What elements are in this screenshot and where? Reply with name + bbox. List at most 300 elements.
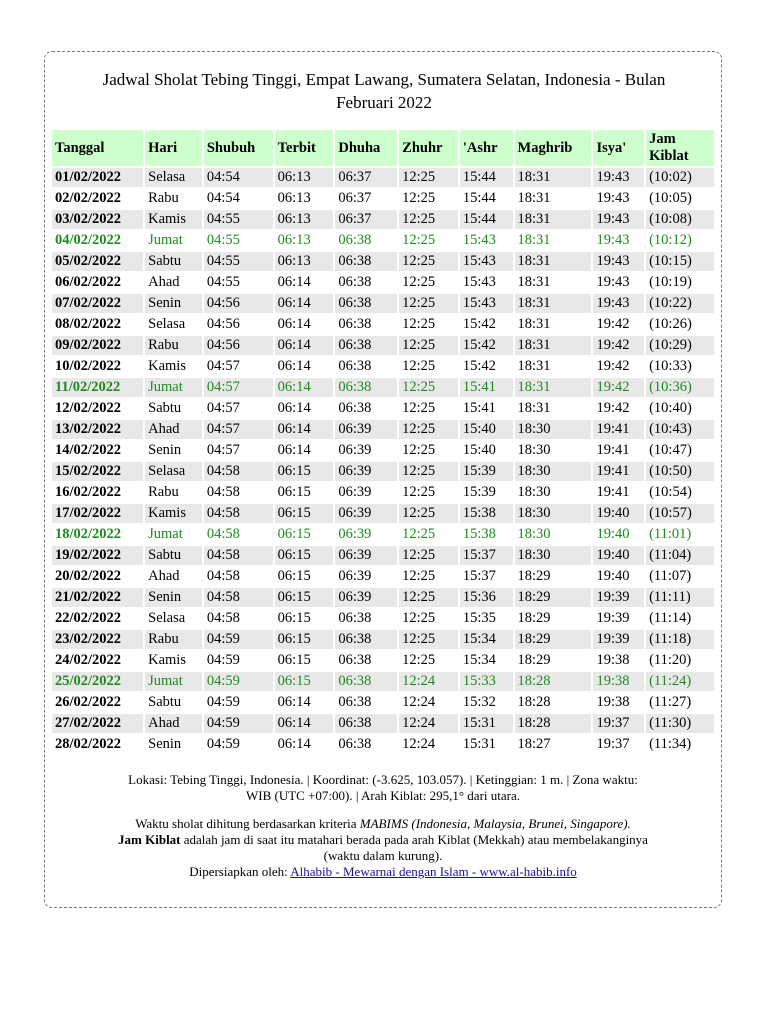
table-cell: 12:25 [399, 651, 458, 670]
table-cell: 06:15 [275, 504, 334, 523]
table-cell: 06:39 [335, 588, 397, 607]
table-cell: 15:41 [460, 399, 513, 418]
criteria-note [60, 816, 706, 832]
kiblat-note [60, 832, 706, 864]
table-cell: 19:38 [593, 651, 644, 670]
table-cell: 15:38 [460, 504, 513, 523]
table-cell: 04:57 [204, 378, 273, 397]
table-cell: 06:13 [275, 168, 334, 187]
table-cell: 04:58 [204, 546, 273, 565]
table-cell: (11:24) [646, 672, 714, 691]
table-row [52, 189, 714, 208]
prepared-prefix: Dipersiapkan oleh: [189, 864, 291, 879]
table-cell: 12:25 [399, 231, 458, 250]
date-cell: 07/02/2022 [52, 294, 143, 313]
table-cell: 06:38 [335, 378, 397, 397]
table-cell: (10:47) [646, 441, 714, 460]
date-cell: 28/02/2022 [52, 735, 143, 754]
title-line-1: Jadwal Sholat Tebing Tinggi, Empat Lawang, Sumatera Selatan, Indonesia - Bulan [102, 70, 666, 89]
table-cell: 19:42 [593, 378, 644, 397]
table-cell: 04:54 [204, 168, 273, 187]
date-cell: 12/02/2022 [52, 399, 143, 418]
table-cell: (10:15) [646, 252, 714, 271]
table-cell: 15:38 [460, 525, 513, 544]
table-cell: Kamis [145, 504, 202, 523]
table-cell: 12:25 [399, 504, 458, 523]
table-cell: 06:39 [335, 567, 397, 586]
table-cell: Rabu [145, 483, 202, 502]
table-cell: 06:15 [275, 525, 334, 544]
table-cell: 06:15 [275, 630, 334, 649]
table-cell: (11:34) [646, 735, 714, 754]
table-row [52, 294, 714, 313]
table-cell: (10:05) [646, 189, 714, 208]
table-row [52, 399, 714, 418]
column-header: Terbit [275, 130, 334, 166]
table-cell: (10:36) [646, 378, 714, 397]
table-cell: 18:29 [515, 588, 592, 607]
table-cell: 12:25 [399, 336, 458, 355]
table-cell: 06:15 [275, 462, 334, 481]
column-header: Maghrib [515, 130, 592, 166]
column-header: Zhuhr [399, 130, 458, 166]
table-cell: 18:30 [515, 483, 592, 502]
table-cell: 15:39 [460, 483, 513, 502]
table-cell: (11:14) [646, 609, 714, 628]
table-cell: (10:40) [646, 399, 714, 418]
table-row [52, 483, 714, 502]
source-link[interactable]: Alhabib - Mewarnai dengan Islam - www.al-habib.info [290, 864, 577, 879]
table-cell: 18:31 [515, 168, 592, 187]
table-cell: 06:38 [335, 231, 397, 250]
table-cell: 12:25 [399, 315, 458, 334]
table-row [52, 651, 714, 670]
table-cell: 12:25 [399, 210, 458, 229]
table-cell: 06:14 [275, 357, 334, 376]
table-row [52, 252, 714, 271]
table-cell: 06:38 [335, 399, 397, 418]
table-cell: (10:22) [646, 294, 714, 313]
table-cell: (11:18) [646, 630, 714, 649]
table-cell: Jumat [145, 378, 202, 397]
table-cell: 06:38 [335, 672, 397, 691]
table-cell: 06:38 [335, 336, 397, 355]
table-cell: (10:43) [646, 420, 714, 439]
column-header: 'Ashr [460, 130, 513, 166]
table-cell: 19:40 [593, 546, 644, 565]
date-cell: 19/02/2022 [52, 546, 143, 565]
table-cell: 19:40 [593, 567, 644, 586]
table-cell: 04:55 [204, 273, 273, 292]
table-cell: 12:25 [399, 525, 458, 544]
table-cell: 12:25 [399, 273, 458, 292]
table-cell: 04:55 [204, 252, 273, 271]
table-row [52, 231, 714, 250]
location-line-1: Lokasi: Tebing Tinggi, Indonesia. | Koordinat: (-3.625, 103.057). | Ketinggian: 1 m. | Zona waktu: [128, 772, 638, 787]
table-cell: 15:39 [460, 462, 513, 481]
table-cell: 06:38 [335, 315, 397, 334]
table-cell: 19:37 [593, 735, 644, 754]
date-cell: 10/02/2022 [52, 357, 143, 376]
table-cell: 15:33 [460, 672, 513, 691]
table-cell: 19:42 [593, 399, 644, 418]
table-row [52, 420, 714, 439]
table-cell: 12:25 [399, 630, 458, 649]
table-cell: 06:14 [275, 693, 334, 712]
table-cell: 04:59 [204, 630, 273, 649]
table-cell: 04:58 [204, 609, 273, 628]
table-cell: (10:54) [646, 483, 714, 502]
table-cell: 18:30 [515, 441, 592, 460]
table-cell: 04:57 [204, 357, 273, 376]
table-cell: Rabu [145, 189, 202, 208]
table-cell: 06:38 [335, 651, 397, 670]
table-cell: 06:39 [335, 504, 397, 523]
date-cell: 23/02/2022 [52, 630, 143, 649]
table-cell: 12:25 [399, 168, 458, 187]
table-cell: 18:31 [515, 294, 592, 313]
table-cell: 06:37 [335, 210, 397, 229]
page-title [54, 68, 714, 114]
table-cell: Sabtu [145, 252, 202, 271]
table-cell: 15:43 [460, 294, 513, 313]
table-cell: 18:31 [515, 231, 592, 250]
table-cell: Ahad [145, 567, 202, 586]
table-row [52, 504, 714, 523]
table-header-row [52, 130, 714, 166]
table-cell: 12:24 [399, 735, 458, 754]
table-cell: 15:44 [460, 210, 513, 229]
table-cell: 04:56 [204, 315, 273, 334]
table-cell: 19:41 [593, 483, 644, 502]
table-cell: 12:25 [399, 462, 458, 481]
date-cell: 16/02/2022 [52, 483, 143, 502]
table-cell: 15:40 [460, 420, 513, 439]
table-cell: 04:59 [204, 651, 273, 670]
table-cell: 15:34 [460, 651, 513, 670]
table-cell: (10:50) [646, 462, 714, 481]
table-cell: 06:39 [335, 462, 397, 481]
table-cell: 15:42 [460, 315, 513, 334]
table-cell: Kamis [145, 210, 202, 229]
column-header: Tanggal [52, 130, 143, 166]
criteria-italic: MABIMS (Indonesia, Malaysia, Brunei, Singapore). [359, 816, 631, 831]
table-row [52, 546, 714, 565]
date-cell: 06/02/2022 [52, 273, 143, 292]
date-cell: 25/02/2022 [52, 672, 143, 691]
table-cell: (11:11) [646, 588, 714, 607]
table-cell: 18:29 [515, 567, 592, 586]
table-cell: 06:15 [275, 567, 334, 586]
table-row [52, 672, 714, 691]
column-header: Dhuha [335, 130, 397, 166]
table-cell: 06:15 [275, 588, 334, 607]
table-cell: Ahad [145, 714, 202, 733]
table-cell: 06:39 [335, 483, 397, 502]
kiblat-text: adalah jam di saat itu matahari berada pada arah Kiblat (Mekkah) atau membelakanginya [180, 832, 648, 847]
table-cell: 19:39 [593, 630, 644, 649]
table-cell: (10:29) [646, 336, 714, 355]
table-cell: 18:31 [515, 357, 592, 376]
table-cell: Kamis [145, 651, 202, 670]
table-cell: Ahad [145, 420, 202, 439]
table-cell: 12:25 [399, 294, 458, 313]
table-cell: 06:14 [275, 441, 334, 460]
table-row [52, 735, 714, 754]
table-cell: 19:42 [593, 315, 644, 334]
table-cell: Selasa [145, 462, 202, 481]
table-cell: 15:37 [460, 567, 513, 586]
table-row [52, 273, 714, 292]
table-cell: 19:43 [593, 231, 644, 250]
date-cell: 13/02/2022 [52, 420, 143, 439]
table-cell: 12:24 [399, 714, 458, 733]
table-cell: (11:30) [646, 714, 714, 733]
table-cell: 06:15 [275, 609, 334, 628]
table-cell: (10:33) [646, 357, 714, 376]
table-cell: 19:38 [593, 693, 644, 712]
table-cell: (11:27) [646, 693, 714, 712]
table-cell: 12:25 [399, 378, 458, 397]
table-cell: (10:02) [646, 168, 714, 187]
table-cell: 04:57 [204, 420, 273, 439]
table-cell: 19:42 [593, 357, 644, 376]
table-cell: 04:56 [204, 294, 273, 313]
table-cell: 19:43 [593, 273, 644, 292]
table-cell: 06:14 [275, 294, 334, 313]
table-cell: 18:31 [515, 315, 592, 334]
table-cell: 18:29 [515, 651, 592, 670]
table-cell: 06:37 [335, 189, 397, 208]
table-cell: Selasa [145, 609, 202, 628]
table-cell: 06:13 [275, 231, 334, 250]
table-cell: 04:58 [204, 588, 273, 607]
table-cell: 12:25 [399, 483, 458, 502]
date-cell: 20/02/2022 [52, 567, 143, 586]
table-cell: 19:43 [593, 294, 644, 313]
table-cell: 12:25 [399, 399, 458, 418]
date-cell: 18/02/2022 [52, 525, 143, 544]
table-cell: 15:35 [460, 609, 513, 628]
table-row [52, 693, 714, 712]
table-cell: 04:57 [204, 441, 273, 460]
table-cell: 19:39 [593, 609, 644, 628]
table-row [52, 315, 714, 334]
table-cell: 19:40 [593, 525, 644, 544]
table-cell: 18:30 [515, 546, 592, 565]
column-header: Jam Kiblat [646, 130, 714, 166]
table-cell: 06:38 [335, 252, 397, 271]
table-cell: 15:32 [460, 693, 513, 712]
table-cell: Senin [145, 588, 202, 607]
table-cell: 12:25 [399, 252, 458, 271]
table-cell: 12:25 [399, 420, 458, 439]
table-cell: 19:42 [593, 336, 644, 355]
table-cell: 18:30 [515, 420, 592, 439]
date-cell: 15/02/2022 [52, 462, 143, 481]
table-row [52, 714, 714, 733]
table-cell: 18:31 [515, 189, 592, 208]
table-row [52, 462, 714, 481]
location-info [60, 772, 706, 804]
table-cell: Jumat [145, 672, 202, 691]
table-cell: 18:29 [515, 630, 592, 649]
table-cell: 06:14 [275, 714, 334, 733]
table-cell: (11:20) [646, 651, 714, 670]
table-row [52, 357, 714, 376]
table-cell: 06:37 [335, 168, 397, 187]
table-cell: Senin [145, 441, 202, 460]
table-cell: 18:29 [515, 609, 592, 628]
table-cell: (11:01) [646, 525, 714, 544]
table-cell: 18:31 [515, 399, 592, 418]
table-cell: 18:30 [515, 504, 592, 523]
table-cell: 19:39 [593, 588, 644, 607]
column-header: Isya' [593, 130, 644, 166]
table-cell: 04:59 [204, 693, 273, 712]
table-body [52, 168, 714, 754]
table-cell: 19:40 [593, 504, 644, 523]
table-cell: 06:38 [335, 357, 397, 376]
table-row [52, 609, 714, 628]
table-cell: (10:12) [646, 231, 714, 250]
table-cell: 06:14 [275, 378, 334, 397]
table-cell: 15:31 [460, 714, 513, 733]
table-cell: (11:04) [646, 546, 714, 565]
date-cell: 26/02/2022 [52, 693, 143, 712]
table-cell: 18:31 [515, 336, 592, 355]
table-cell: 06:14 [275, 315, 334, 334]
table-cell: 04:55 [204, 210, 273, 229]
table-cell: 04:58 [204, 504, 273, 523]
table-cell: 15:44 [460, 189, 513, 208]
table-cell: 06:14 [275, 336, 334, 355]
table-cell: 04:58 [204, 483, 273, 502]
table-cell: 18:31 [515, 210, 592, 229]
table-cell: 15:43 [460, 252, 513, 271]
table-cell: 06:15 [275, 546, 334, 565]
table-cell: 18:31 [515, 252, 592, 271]
footer-notes [60, 772, 706, 880]
kiblat-bold: Jam Kiblat [118, 832, 181, 847]
table-cell: 04:58 [204, 567, 273, 586]
table-cell: 06:38 [335, 714, 397, 733]
table-cell: 15:37 [460, 546, 513, 565]
table-cell: 06:14 [275, 399, 334, 418]
table-cell: 18:27 [515, 735, 592, 754]
table-cell: 12:25 [399, 189, 458, 208]
table-cell: Selasa [145, 168, 202, 187]
table-row [52, 378, 714, 397]
table-cell: 19:41 [593, 420, 644, 439]
table-cell: 15:44 [460, 168, 513, 187]
table-cell: 12:25 [399, 609, 458, 628]
table-cell: 18:30 [515, 462, 592, 481]
table-cell: 15:31 [460, 735, 513, 754]
table-row [52, 168, 714, 187]
date-cell: 24/02/2022 [52, 651, 143, 670]
table-cell: Sabtu [145, 546, 202, 565]
table-cell: 04:58 [204, 525, 273, 544]
table-cell: (11:07) [646, 567, 714, 586]
table-cell: 06:14 [275, 735, 334, 754]
table-cell: 12:25 [399, 567, 458, 586]
table-cell: 06:15 [275, 672, 334, 691]
table-cell: 15:36 [460, 588, 513, 607]
table-cell: 19:38 [593, 672, 644, 691]
table-cell: Kamis [145, 357, 202, 376]
table-cell: 06:38 [335, 273, 397, 292]
table-cell: Jumat [145, 525, 202, 544]
date-cell: 01/02/2022 [52, 168, 143, 187]
table-cell: 04:56 [204, 336, 273, 355]
date-cell: 27/02/2022 [52, 714, 143, 733]
table-cell: 12:25 [399, 357, 458, 376]
table-cell: Rabu [145, 630, 202, 649]
table-cell: 06:38 [335, 630, 397, 649]
table-cell: (10:57) [646, 504, 714, 523]
table-cell: 15:43 [460, 273, 513, 292]
table-cell: Jumat [145, 231, 202, 250]
criteria-prefix: Waktu sholat dihitung berdasarkan kriteria [135, 816, 360, 831]
table-cell: 19:43 [593, 210, 644, 229]
table-cell: 19:43 [593, 168, 644, 187]
location-line-2: WIB (UTC +07:00). | Arah Kiblat: 295,1° dari utara. [246, 788, 520, 803]
table-row [52, 567, 714, 586]
date-cell: 22/02/2022 [52, 609, 143, 628]
date-cell: 11/02/2022 [52, 378, 143, 397]
table-cell: 06:13 [275, 189, 334, 208]
table-cell: 12:24 [399, 672, 458, 691]
table-cell: 19:43 [593, 189, 644, 208]
table-cell: 04:55 [204, 231, 273, 250]
table-cell: Senin [145, 735, 202, 754]
table-cell: 04:58 [204, 462, 273, 481]
column-header: Shubuh [204, 130, 273, 166]
table-cell: 18:31 [515, 378, 592, 397]
prepared-by [60, 864, 706, 880]
table-cell: 06:38 [335, 693, 397, 712]
title-line-2: Februari 2022 [336, 93, 432, 112]
table-cell: 06:39 [335, 420, 397, 439]
table-cell: 06:38 [335, 609, 397, 628]
table-row [52, 630, 714, 649]
table-cell: 06:14 [275, 420, 334, 439]
table-cell: 12:24 [399, 693, 458, 712]
table-cell: (10:19) [646, 273, 714, 292]
table-cell: (10:08) [646, 210, 714, 229]
date-cell: 03/02/2022 [52, 210, 143, 229]
table-cell: 19:37 [593, 714, 644, 733]
table-cell: Sabtu [145, 693, 202, 712]
kiblat-line-2: (waktu dalam kurung). [323, 848, 443, 863]
table-cell: 06:15 [275, 651, 334, 670]
table-cell: 06:38 [335, 294, 397, 313]
table-cell: 19:41 [593, 441, 644, 460]
table-cell: Sabtu [145, 399, 202, 418]
table-cell: 04:57 [204, 399, 273, 418]
table-cell: 15:34 [460, 630, 513, 649]
date-cell: 04/02/2022 [52, 231, 143, 250]
date-cell: 09/02/2022 [52, 336, 143, 355]
table-cell: 04:59 [204, 735, 273, 754]
table-row [52, 441, 714, 460]
table-cell: 06:13 [275, 210, 334, 229]
table-row [52, 588, 714, 607]
table-row [52, 210, 714, 229]
date-cell: 21/02/2022 [52, 588, 143, 607]
table-cell: 19:43 [593, 252, 644, 271]
